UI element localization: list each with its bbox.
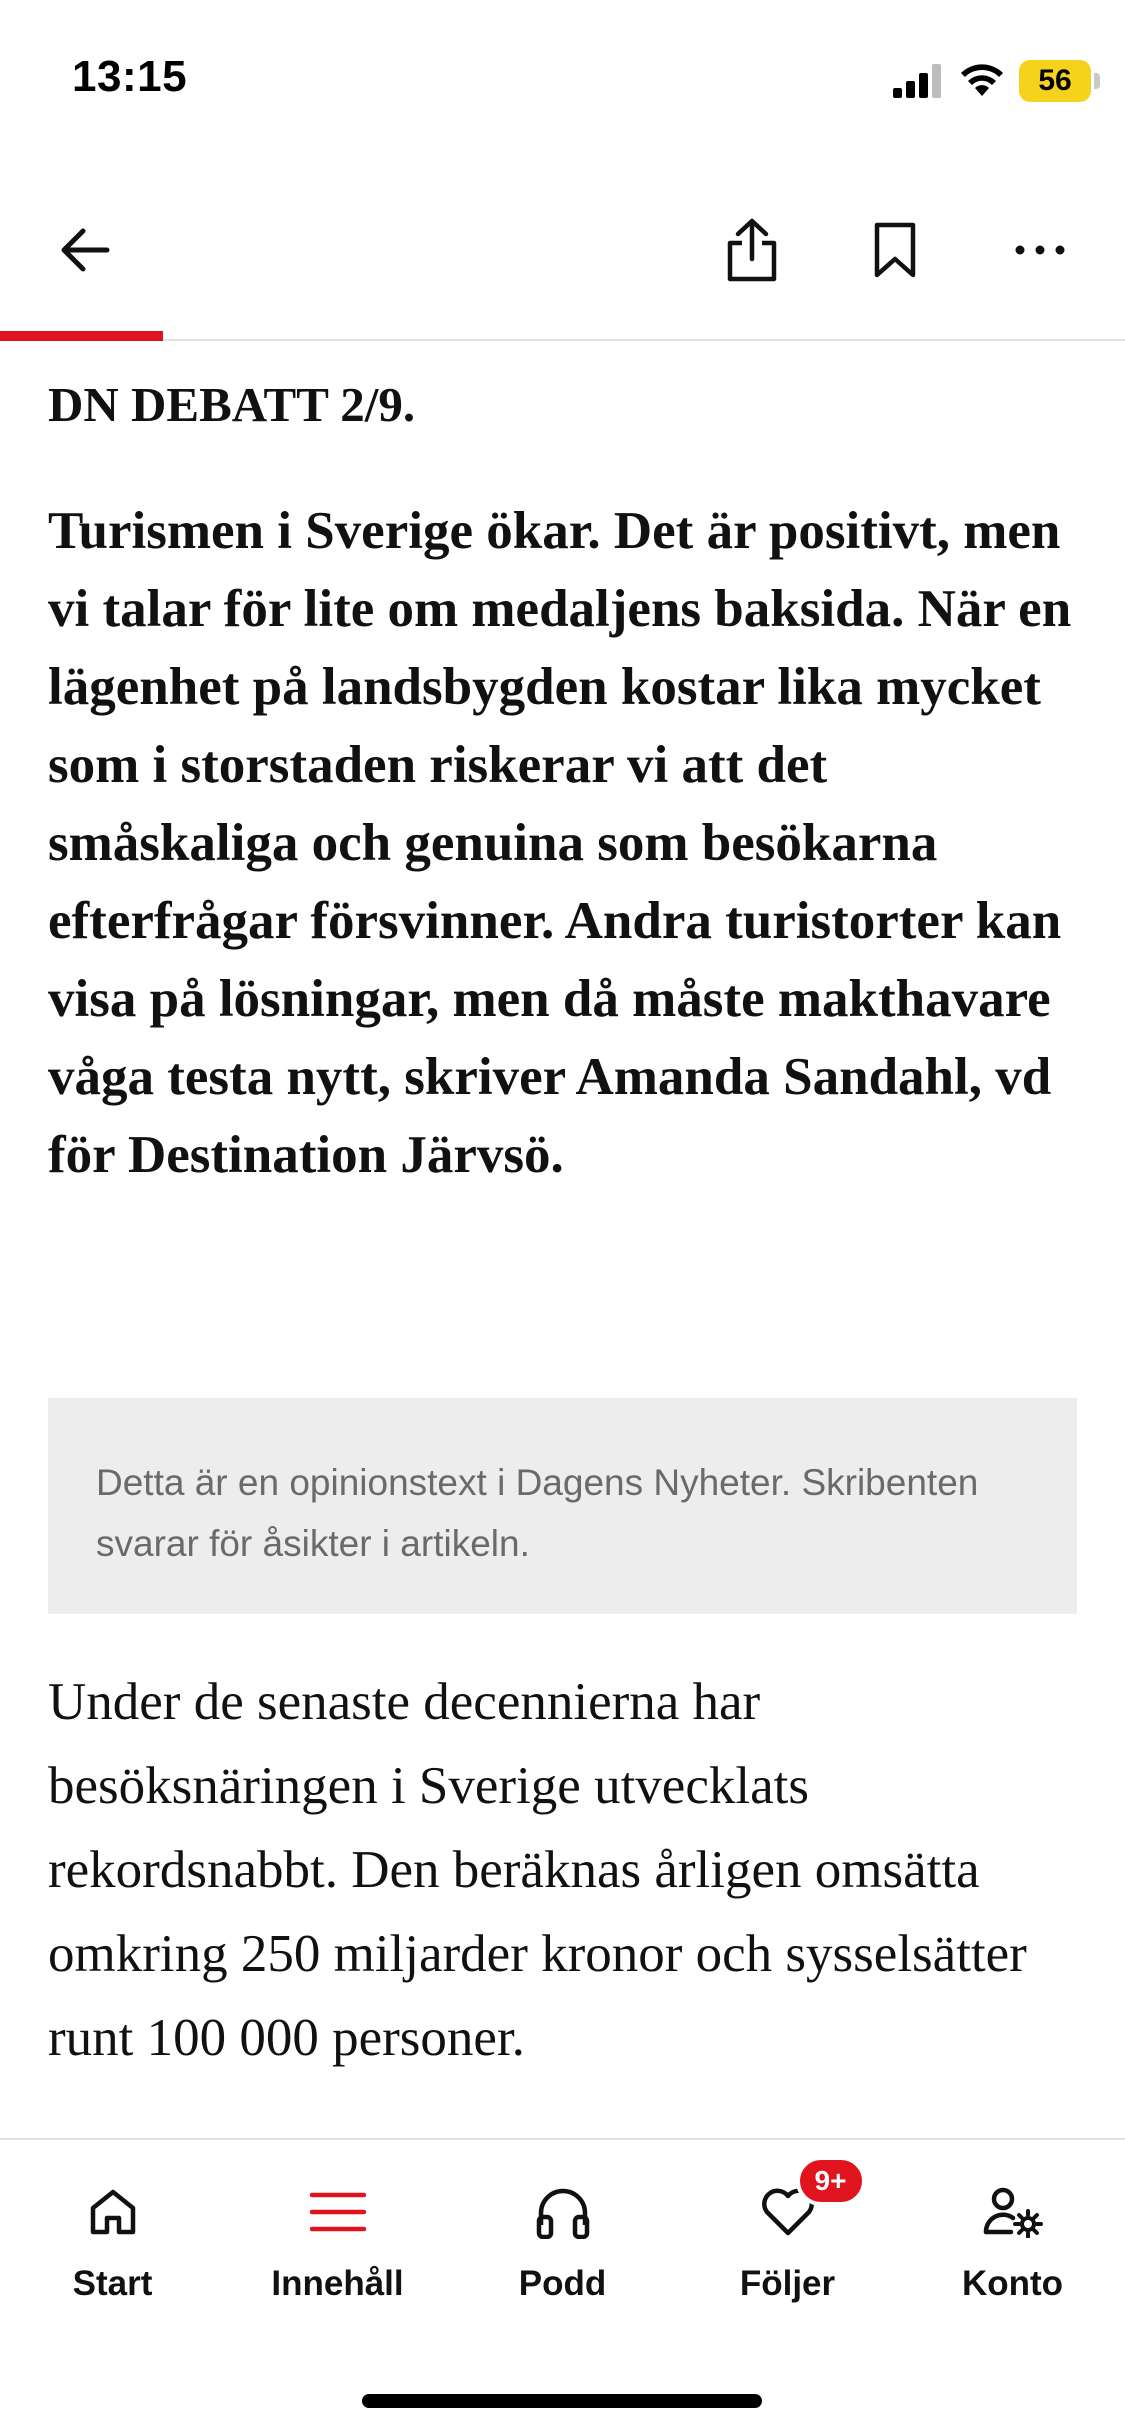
- bookmark-button[interactable]: [850, 205, 940, 295]
- opinion-notice-text: Detta är en opinionstext i Dagens Nyheter. Skribenten svarar för åsikter i artikeln.: [96, 1462, 979, 1564]
- tab-label-foljer: Följer: [739, 2264, 836, 2303]
- battery-cap: [1094, 73, 1100, 89]
- bottom-tab-bar: [0, 2138, 1125, 2436]
- menu-icon: [306, 2180, 370, 2244]
- share-button[interactable]: [707, 205, 797, 295]
- heart-icon: [756, 2165, 847, 2244]
- account-settings-icon: [981, 2180, 1045, 2244]
- opinion-notice-box: [48, 1398, 1077, 1614]
- headphones-icon: [531, 2180, 595, 2244]
- more-button[interactable]: [995, 205, 1085, 295]
- tab-innehall[interactable]: [225, 2180, 450, 2320]
- article-body: Under de senaste decennierna har besöksnäringen i Sverige utvecklats rekordsnabbt. Den beräknas årligen omsätta omkring 250 miljarder kronor och sysselsätter runt 100 000 personer.: [48, 1673, 1027, 2067]
- toolbar-divider: [0, 339, 1125, 341]
- article-kicker: DN DEBATT 2/9.: [48, 377, 416, 432]
- more-icon: [1014, 244, 1066, 256]
- tab-konto[interactable]: [900, 2180, 1125, 2320]
- battery-level: 56: [1038, 64, 1072, 97]
- battery-icon: [1019, 60, 1091, 102]
- wifi-icon: [959, 60, 1005, 98]
- status-time: 13:15: [72, 52, 188, 101]
- share-icon: [725, 217, 779, 283]
- tab-foljer[interactable]: [675, 2165, 900, 2320]
- tab-label-start: Start: [72, 2264, 153, 2303]
- reading-progress-bar: [0, 331, 163, 341]
- home-indicator[interactable]: [362, 2394, 762, 2408]
- article-ingress: Turismen i Sverige ökar. Det är positivt, men vi talar för lite om medaljens baksida. När en lägenhet på landsbygden kostar lika mycket som i storstaden riskerar vi att det småskaliga och genuina som besökarna efterfrågar försvinner. Andra turistorter kan visa på lösningar, men då måste makthavare våga testa nytt, skriver Amanda Sandahl, vd för Destination Järvsö.: [48, 502, 1072, 1184]
- back-arrow-icon: [57, 222, 113, 278]
- tab-label-konto: Konto: [961, 2264, 1064, 2303]
- tab-podd[interactable]: [450, 2180, 675, 2320]
- tab-label-innehall: Innehåll: [271, 2264, 404, 2303]
- tab-label-podd: Podd: [518, 2264, 607, 2303]
- back-button[interactable]: [40, 205, 130, 295]
- signal-icon: [893, 64, 945, 98]
- article-toolbar: [0, 165, 1125, 340]
- tab-start[interactable]: [0, 2180, 225, 2320]
- notification-badge: 9+: [796, 2156, 866, 2206]
- home-icon: [81, 2180, 145, 2244]
- bookmark-icon: [872, 221, 918, 279]
- status-bar: [0, 0, 1125, 165]
